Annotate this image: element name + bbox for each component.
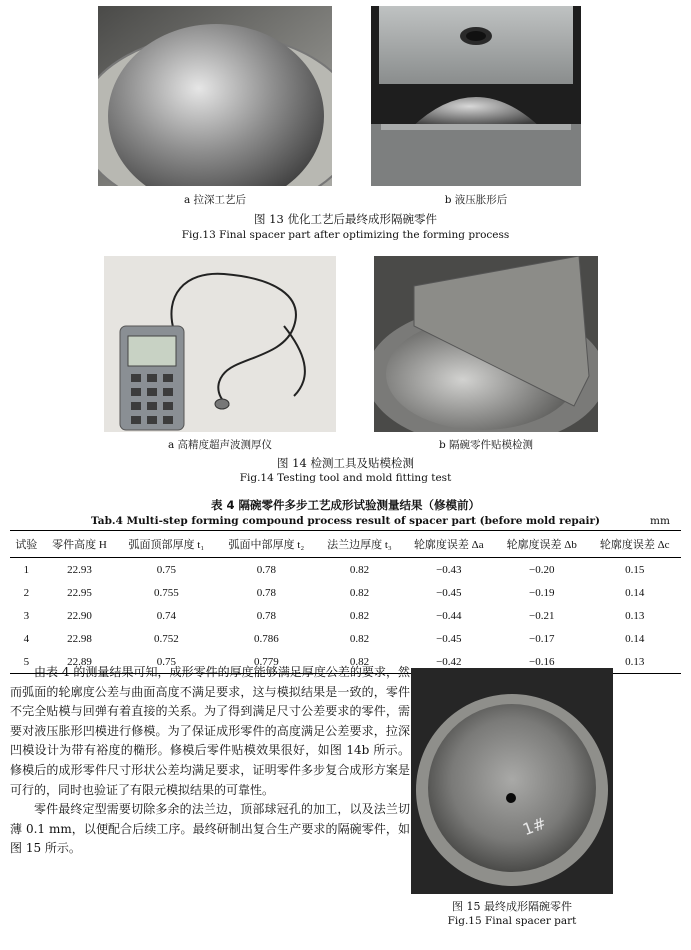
table-row <box>10 627 681 650</box>
table-cell: 0.82 <box>349 586 370 599</box>
table-row <box>10 604 681 627</box>
fig13a-subcaption: a 拉深工艺后 <box>183 194 247 206</box>
table-cell: −0.45 <box>436 632 462 645</box>
column-header: 弧面顶部厚度 t₁ <box>116 531 216 558</box>
body-paragraph-2: 零件最终定型需要切除多余的法兰边，顶部球冠孔的加工，以及法兰切薄 0.1 mm，以便配合后续工序。最终研制出复合生产要求的隔碗零件，如图 15 所示。 <box>10 802 410 856</box>
table-cell: 0.82 <box>349 609 370 622</box>
table-cell: 0.75 <box>156 563 176 576</box>
table4 <box>10 530 681 674</box>
fig13-caption-cn: 图 13 优化工艺后最终成形隔碗零件 <box>254 212 437 226</box>
table-cell: −0.19 <box>529 586 555 599</box>
fig14a-subcaption: a 高精度超声波测厚仪 <box>167 439 273 451</box>
table-header-row <box>10 531 681 558</box>
column-header: 轮廓度误差 Δb <box>495 531 588 558</box>
table4-title-cn: 表 4 隔碗零件多步工艺成形试验测量结果（修模前） <box>210 498 480 512</box>
mold-fitting-check-image <box>374 256 598 432</box>
table-cell: 0.78 <box>256 563 276 576</box>
table-cell: −0.20 <box>529 563 555 576</box>
table-row <box>10 558 681 582</box>
column-header: 轮廓度误差 Δc <box>588 531 681 558</box>
table-cell: −0.43 <box>436 563 462 576</box>
table-cell: 0.786 <box>253 632 279 645</box>
table-cell: 22.95 <box>67 586 92 599</box>
fig15-photo <box>411 668 613 894</box>
table-cell: −0.42 <box>403 650 496 674</box>
table-cell: −0.44 <box>436 609 462 622</box>
table-cell: 22.89 <box>43 650 117 674</box>
table-cell: −0.45 <box>436 586 462 599</box>
table-cell: 0.82 <box>349 632 370 645</box>
table-cell: 0.78 <box>256 586 276 599</box>
column-header: 零件高度 H <box>43 531 117 558</box>
column-header: 轮廓度误差 Δa <box>403 531 496 558</box>
table-cell: 22.98 <box>67 632 92 645</box>
table-cell: 0.14 <box>625 632 645 645</box>
fig15-caption-cn: 图 15 最终成形隔碗零件 <box>452 900 572 913</box>
ultrasonic-thickness-gauge-image <box>104 256 336 432</box>
fig13b-subcaption: b 液压胀形后 <box>444 194 508 206</box>
body-paragraph-1: 由表 4 的测量结果可知，成形零件的厚度能够满足厚度公差的要求，然而弧面的轮廓度公差与曲面高度不满足要求，这与模拟结果是一致的，零件不完全贴模与回弹有着直接的关系。为了得到满足尺寸公差要求的零件，需要对液压胀形凹模进行修模。为了保证成形零件的高度满足公差要求，拉深凹模设计为带有裕度的椭形。修模后零件贴模效果很好，如图 14b 所示。修模后的成形零件尺寸形状公差均满足要求，证明零件多步复合成形方案是可行的，同时也验证了有限元模拟结果的可靠性。 <box>10 665 410 797</box>
table-cell: 1 <box>23 563 30 576</box>
fig14-caption-cn: 图 14 检测工具及贴模检测 <box>277 456 414 470</box>
fig14a-photo <box>104 256 336 432</box>
table-cell: −0.17 <box>529 632 555 645</box>
table-cell: 0.779 <box>216 650 316 674</box>
table-row <box>10 581 681 604</box>
fig14b-photo <box>374 256 598 432</box>
table-cell: 0.14 <box>625 586 645 599</box>
table-cell: 0.15 <box>625 563 645 576</box>
table4-title-en: Tab.4 Multi-step forming compound process result of spacer part (before mold repair) <box>90 515 601 527</box>
table-cell: 5 <box>10 650 43 674</box>
table-cell: 0.82 <box>316 650 402 674</box>
handwritten-part-number: 1# <box>520 813 549 840</box>
fig13b-photo <box>371 6 581 186</box>
table-cell: 3 <box>23 609 30 622</box>
table-cell: −0.16 <box>495 650 588 674</box>
final-spacer-part-image <box>411 668 613 894</box>
table-cell: 0.78 <box>256 609 276 622</box>
column-header: 弧面中部厚度 t₂ <box>216 531 316 558</box>
table-cell: 22.93 <box>67 563 92 576</box>
table-cell: 0.752 <box>153 632 179 645</box>
table-cell: 0.74 <box>156 609 176 622</box>
fig13a-photo <box>98 6 332 186</box>
table-cell: 2 <box>23 586 30 599</box>
fig14b-subcaption: b 隔碗零件贴模检测 <box>438 439 534 451</box>
fig13-caption-en: Fig.13 Final spacer part after optimizing the forming process <box>181 229 510 241</box>
deep-drawn-dome-image <box>98 6 332 186</box>
table-cell: 0.755 <box>153 586 179 599</box>
column-header: 法兰边厚度 t₃ <box>316 531 402 558</box>
table4-unit: mm <box>650 515 670 527</box>
table-cell: 22.90 <box>67 609 92 622</box>
table-cell: 0.13 <box>588 650 681 674</box>
table-cell: 0.13 <box>625 609 645 622</box>
table-cell: 0.82 <box>349 563 370 576</box>
body-text-column <box>10 663 410 859</box>
hydroforming-press-image <box>371 6 581 186</box>
table-cell: 4 <box>23 632 30 645</box>
table-cell: 0.75 <box>116 650 216 674</box>
fig15-caption-en: Fig.15 Final spacer part <box>447 915 577 927</box>
table-cell: −0.21 <box>529 609 555 622</box>
fig14-caption-en: Fig.14 Testing tool and mold fitting test <box>239 472 452 484</box>
column-header: 试验 <box>10 531 43 558</box>
